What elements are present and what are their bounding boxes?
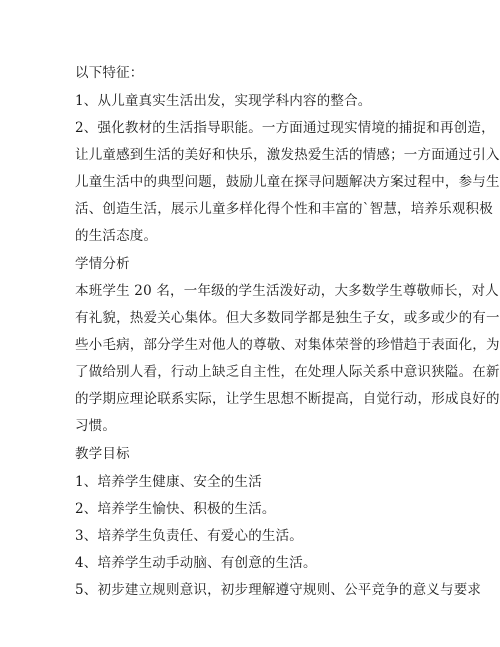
- analysis-heading: 学情分析: [75, 256, 130, 272]
- goals-heading: 教学目标: [75, 446, 130, 462]
- analysis-line-2: 有礼貌，热爱关心集体。但大多数同学都是独生子女，或多或少的有一: [75, 310, 500, 326]
- feature-line-4: 儿童生活中的典型问题，鼓励儿童在探寻问题解决方案过程中，参与生: [75, 174, 500, 190]
- goal-item-2: 2、培养学生愉快、积极的生活。: [75, 501, 276, 517]
- feature-line-2: 2、强化教材的生活指导职能。一方面通过现实情境的捕捉和再创造，: [75, 120, 495, 136]
- analysis-line-1: 本班学生 20 名，一年级的学生活泼好动，大多数学生尊敬师长，对人: [75, 283, 499, 299]
- goal-item-1: 1、培养学生健康、安全的生活: [75, 474, 262, 490]
- feature-line-3: 让儿童感到生活的美好和快乐，激发热爱生活的情感；一方面通过引入: [75, 147, 500, 163]
- analysis-line-6: 习惯。: [75, 418, 117, 434]
- goal-item-4: 4、培养学生动手动脑、有创意的生活。: [75, 555, 317, 571]
- feature-line-1: 1、从儿童真实生活出发，实现学科内容的整合。: [75, 93, 372, 109]
- analysis-line-5: 的学期应理论联系实际，让学生思想不断提高，自觉行动，形成良好的: [75, 391, 500, 407]
- feature-line-5: 活、创造生活，展示儿童多样化得个性和丰富的`智慧，培养乐观积极: [75, 201, 493, 217]
- goal-item-3: 3、培养学生负责任、有爱心的生活。: [75, 528, 303, 544]
- analysis-line-4: 了做给别人看，行动上缺乏自主性，在处理人际关系中意识狭隘。在新: [75, 364, 500, 380]
- goal-item-5: 5、初步建立规则意识，初步理解遵守规则、公平竞争的意义与要求: [75, 582, 482, 598]
- features-heading: 以下特征：: [75, 65, 144, 81]
- feature-line-6: 的生活态度。: [75, 228, 158, 244]
- analysis-line-3: 些小毛病，部分学生对他人的尊敬、对集体荣誉的珍惜趋于表面化，为: [75, 337, 500, 353]
